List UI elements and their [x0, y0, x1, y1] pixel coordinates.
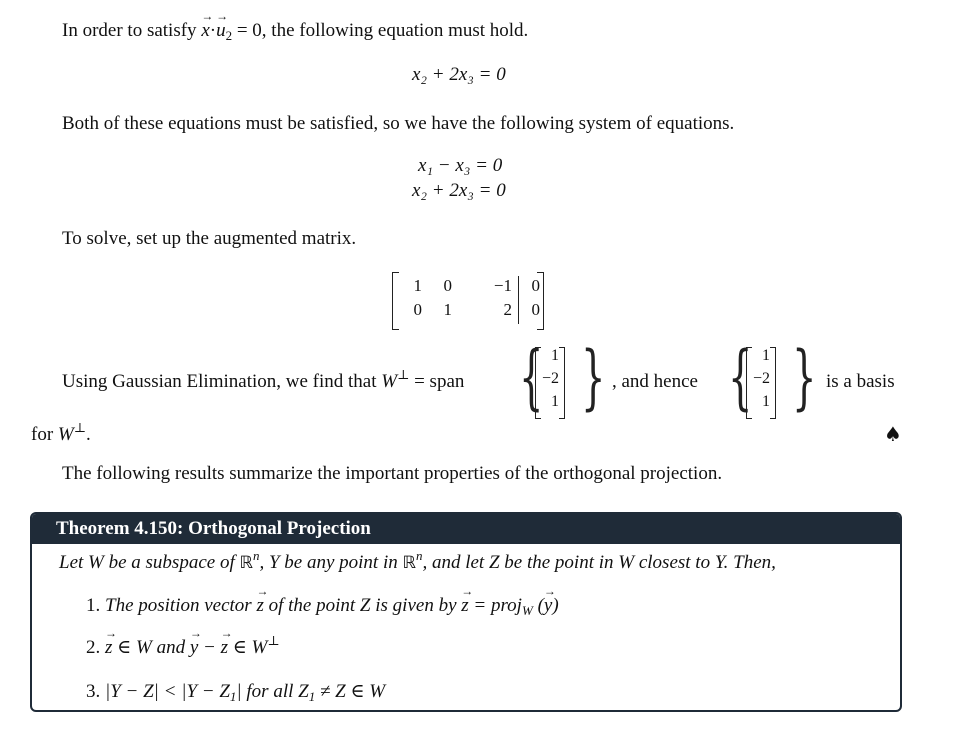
- theorem-title: Theorem 4.150: Orthogonal Projection: [32, 514, 900, 544]
- matrix-cell: 0: [531, 276, 540, 295]
- theorem-item-3: 3. $|Y - Z| < |Y - Z_1|$ for all $Z_1 \ne Z$ ∈ W: [86, 681, 386, 704]
- end-of-example-mark: ♠: [884, 422, 902, 446]
- theorem-box: [30, 512, 902, 712]
- left-brace: {: [519, 336, 544, 418]
- paragraph-1-lead: In order to satisfy: [62, 20, 197, 41]
- paragraph-1: [62, 20, 528, 42]
- matrix-cell: 0: [413, 300, 422, 319]
- w-perp-symbol: W⊥: [381, 367, 410, 392]
- augmented-matrix: [392, 272, 544, 328]
- span-word: span: [429, 371, 465, 392]
- matrix-cell: 0: [443, 276, 452, 295]
- theorem-intro: Let W be a subspace of ℝ$^n$, Y be any point in ℝ$^n$, and let Z be the point in W closest to Y. Then,: [59, 548, 776, 573]
- left-brace: {: [728, 336, 753, 418]
- column-vector: 1 −2 1: [746, 347, 776, 417]
- system-line-1: x₁ − x₃ = 0: [418, 155, 503, 176]
- right-brace: }: [792, 336, 817, 418]
- paragraph-4-mid: , and hence: [612, 371, 698, 392]
- theorem-item-1: 1. The position vector → z of the point Z is given by → z = proj$_W$ (→ y): [86, 595, 559, 617]
- paragraph-4-cont: for W⊥.: [31, 420, 91, 445]
- matrix-cell: −1: [493, 276, 512, 295]
- dot-product-formula: → $x\cdot\to u_2 = 0$: [201, 20, 261, 41]
- matrix-cell: 0: [531, 300, 540, 319]
- paragraph-2: Both of these equations must be satisfied, so we have the following system of equations.: [62, 113, 735, 134]
- theorem-item-2: 2. → z ∈ W and → y − → z ∈ W⊥: [86, 636, 280, 659]
- system-line-2: x₂ + 2x₃ = 0: [412, 180, 506, 201]
- paragraph-4-tail: is a basis: [826, 371, 895, 392]
- matrix-cell: 1: [443, 300, 452, 319]
- matrix-cell: 2: [503, 300, 512, 319]
- matrix-cell: 1: [413, 276, 422, 295]
- paragraph-4-lead: Using Gaussian Elimination, we find that W⊥ = span: [62, 367, 465, 392]
- paragraph-5: The following results summarize the important properties of the orthogonal projection.: [62, 463, 723, 484]
- paragraph-1-tail: , the following equation must hold.: [261, 20, 529, 41]
- column-vector: 1 −2 1: [535, 347, 565, 417]
- equation-1: x₂ + 2x₃ = 0: [412, 64, 506, 85]
- right-brace: }: [581, 336, 606, 418]
- paragraph-3: To solve, set up the augmented matrix.: [62, 228, 357, 249]
